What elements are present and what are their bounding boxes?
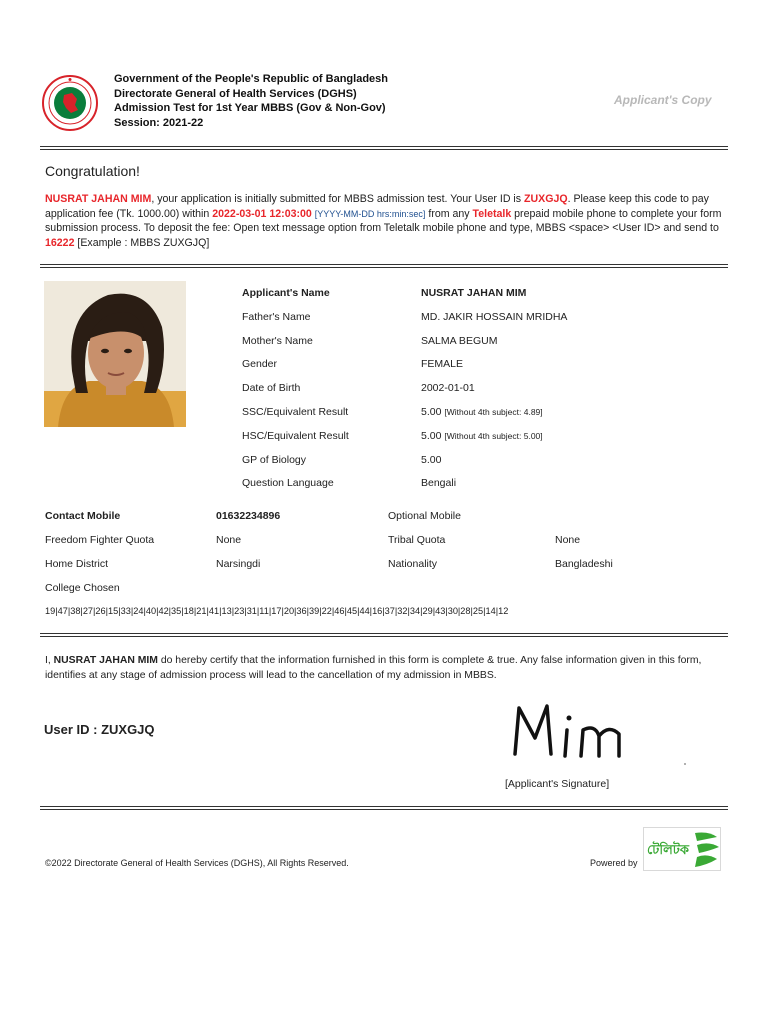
deadline-highlight: 2022-03-01 12:03:00 [212, 207, 312, 220]
college-choice-codes: 19|47|38|27|26|15|33|24|40|42|35|18|21|41|13|23|31|11|17|20|36|39|22|46|45|44|16|37|32|34|29|43|30|28|25|14|12 [45, 606, 509, 616]
detail-value-main: 5.00 [421, 406, 442, 418]
header-title-block [114, 72, 388, 130]
freedom-fighter-quota-label: Freedom Fighter Quota [45, 534, 155, 546]
detail-label: SSC/Equivalent Result [242, 406, 349, 418]
detail-row [242, 454, 722, 470]
header-line-1: Government of the People's Republic of Bangladesh [114, 73, 388, 85]
intro-text-2: . Please keep this code to pay application fee (Tk. 1000.00) within [45, 193, 709, 220]
home-district-label: Home District [45, 558, 109, 570]
tribal-quota-value: None [555, 534, 581, 546]
copy-label: Applicant's Copy [614, 93, 712, 107]
detail-value-main: 5.00 [421, 429, 442, 442]
detail-label: Question Language [242, 477, 334, 490]
applicant-name-highlight: NUSRAT JAHAN MIM [45, 193, 152, 205]
detail-label: Applicant's Name [242, 287, 330, 299]
detail-value: SALMA BEGUM [421, 334, 498, 347]
detail-label: GP of Biology [242, 453, 307, 466]
detail-row [242, 335, 722, 351]
certification-statement [45, 654, 725, 683]
header-line-2: Directorate General of Health Services (DGHS) [114, 87, 357, 100]
detail-value: MD. JAKIR HOSSAIN MRIDHA [421, 310, 568, 323]
detail-row [242, 430, 722, 446]
nationality-value: Bangladeshi [555, 558, 613, 570]
detail-row [242, 477, 722, 493]
intro-text-1: , your application is initially submitted for MBBS admission test. Your User ID is [151, 193, 525, 205]
applicant-signature-image [505, 690, 695, 770]
intro-paragraph [45, 192, 725, 250]
nationality-label: Nationality [388, 558, 438, 570]
home-district-value: Narsingdi [216, 558, 261, 570]
detail-label: Gender [242, 358, 278, 371]
college-chosen-label: College Chosen [45, 582, 120, 594]
detail-value: 5.00 [421, 453, 442, 466]
detail-label: Date of Birth [242, 382, 301, 395]
detail-row [242, 287, 722, 303]
detail-label: Mother's Name [242, 334, 313, 347]
contact-mobile-value: 01632234896 [216, 510, 281, 522]
intro-text-4: prepaid mobile phone to complete your form submission process. To deposit the fee: Open text message option from Teletalk mobile phone and type, MBBS <space> <User ID> and send to [45, 207, 722, 235]
intro-text-5: [Example : MBBS ZUXGJQ] [74, 236, 210, 249]
header-line-4: Session: 2021-22 [114, 116, 204, 129]
detail-value [421, 430, 543, 442]
detail-row [242, 358, 722, 374]
operator-highlight: Teletalk [472, 207, 512, 220]
copyright-text: ©2022 Directorate General of Health Services (DGHS), All Rights Reserved. [45, 858, 349, 868]
detail-value [421, 406, 543, 418]
detail-row [242, 382, 722, 398]
detail-row [242, 311, 722, 327]
detail-value: Bengali [421, 477, 457, 490]
certification-text: do hereby certify that the information furnished in this form is complete & true. Any false information given in this form, identifies at any stage of admission process will lead to the cancellation of my admission in MBBS. [45, 655, 702, 681]
detail-value-note: [Without 4th subject: 4.89] [444, 407, 543, 417]
certification-prefix: I, [45, 655, 54, 666]
divider-lower [40, 633, 728, 637]
intro-text-3: from any [425, 207, 473, 220]
freedom-fighter-quota-value: None [216, 534, 242, 546]
detail-value: FEMALE [421, 358, 464, 371]
user-id-label: User ID : ZUXGJQ [44, 722, 155, 737]
user-id-highlight: ZUXGJQ [524, 193, 568, 205]
divider-middle [40, 264, 728, 268]
detail-row [242, 406, 722, 422]
detail-label: Father's Name [242, 310, 311, 323]
powered-by-label: Powered by [590, 858, 638, 868]
signature-caption: [Applicant's Signature] [505, 778, 610, 790]
divider-bottom [40, 806, 728, 810]
header-line-3: Admission Test for 1st Year MBBS (Gov & Non-Gov) [114, 102, 386, 114]
detail-value-note: [Without 4th subject: 5.00] [444, 430, 543, 441]
contact-mobile-label: Contact Mobile [45, 510, 121, 522]
applicant-photo [44, 281, 186, 427]
detail-value: 2002-01-01 [421, 382, 475, 395]
certification-name: NUSRAT JAHAN MIM [53, 655, 158, 666]
teletalk-logo-text: টেলিটক [647, 843, 689, 858]
detail-value: NUSRAT JAHAN MIM [421, 287, 527, 299]
tribal-quota-label: Tribal Quota [388, 534, 446, 546]
detail-label: HSC/Equivalent Result [242, 429, 349, 442]
optional-mobile-label: Optional Mobile [388, 510, 461, 522]
short-code-highlight: 16222 [45, 236, 75, 249]
congratulation-heading: Congratulation! [45, 163, 140, 179]
format-hint: [YYYY-MM-DD hrs:min:sec] [314, 208, 426, 219]
government-seal-icon [42, 75, 98, 131]
divider-top [40, 146, 728, 150]
teletalk-logo [643, 827, 721, 871]
